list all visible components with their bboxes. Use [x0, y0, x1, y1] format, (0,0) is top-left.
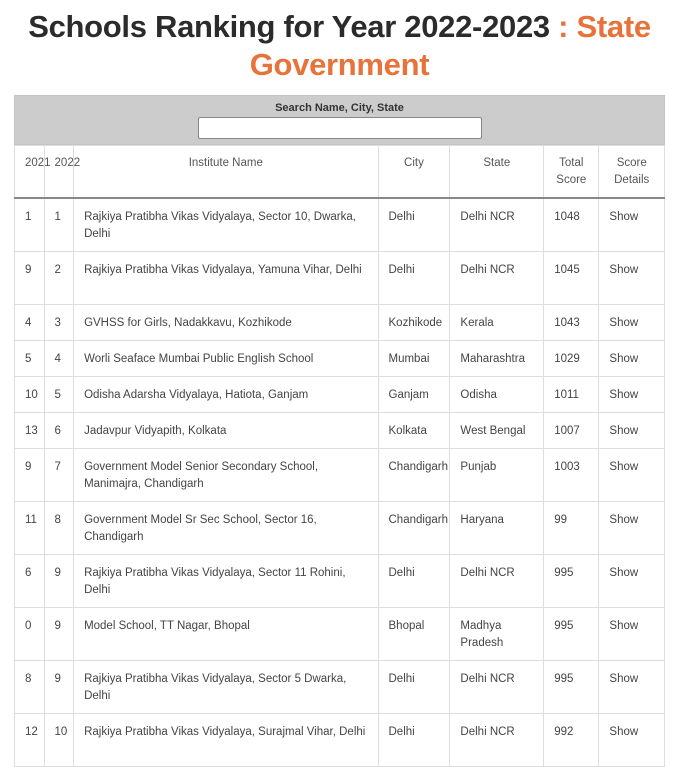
- table-row: [15, 448, 665, 501]
- total-score: 1048: [544, 198, 599, 252]
- table-header-row: [15, 146, 665, 198]
- header-2021[interactable]: 2021: [15, 146, 45, 198]
- city: Delhi: [378, 251, 450, 304]
- rank-2022: 7: [44, 448, 74, 501]
- show-details-link[interactable]: Show: [599, 448, 665, 501]
- show-details-link[interactable]: Show: [599, 713, 665, 766]
- rank-2022: 10: [44, 713, 74, 766]
- header-score-details[interactable]: Score Details: [599, 146, 665, 198]
- institute-name: GVHSS for Girls, Nadakkavu, Kozhikode: [74, 304, 378, 340]
- city: Ganjam: [378, 376, 450, 412]
- rank-2021: 12: [15, 713, 45, 766]
- show-details-link[interactable]: Show: [599, 554, 665, 607]
- table-row: [15, 607, 665, 660]
- institute-name: Odisha Adarsha Vidyalaya, Hatiota, Ganjam: [74, 376, 378, 412]
- city: Bhopal: [378, 607, 450, 660]
- table-body: [15, 198, 665, 767]
- header-city[interactable]: City: [378, 146, 450, 198]
- total-score: 1011: [544, 376, 599, 412]
- institute-name: Rajkiya Pratibha Vikas Vidyalaya, Sector 5 Dwarka, Delhi: [74, 660, 378, 713]
- institute-name: Jadavpur Vidyapith, Kolkata: [74, 412, 378, 448]
- total-score: 99: [544, 501, 599, 554]
- rank-2022: 8: [44, 501, 74, 554]
- rank-2022: 2: [44, 251, 74, 304]
- city: Kozhikode: [378, 304, 450, 340]
- total-score: 1007: [544, 412, 599, 448]
- institute-name: Rajkiya Pratibha Vikas Vidyalaya, Surajmal Vihar, Delhi: [74, 713, 378, 766]
- show-details-link[interactable]: Show: [599, 376, 665, 412]
- table-row: [15, 501, 665, 554]
- institute-name: Worli Seaface Mumbai Public English School: [74, 340, 378, 376]
- rank-2022: 5: [44, 376, 74, 412]
- total-score: 1045: [544, 251, 599, 304]
- search-bar: [14, 95, 665, 145]
- rank-2022: 1: [44, 198, 74, 252]
- search-input[interactable]: [198, 117, 482, 139]
- rank-2022: 9: [44, 607, 74, 660]
- state: Haryana: [450, 501, 544, 554]
- header-total-score[interactable]: Total Score: [544, 146, 599, 198]
- ranking-container: [14, 95, 665, 767]
- city: Chandigarh: [378, 501, 450, 554]
- search-label: Search Name, City, State: [275, 102, 404, 114]
- rank-2022: 3: [44, 304, 74, 340]
- show-details-link[interactable]: Show: [599, 501, 665, 554]
- show-details-link[interactable]: Show: [599, 198, 665, 252]
- institute-name: Rajkiya Pratibha Vikas Vidyalaya, Yamuna Vihar, Delhi: [74, 251, 378, 304]
- institute-name: Model School, TT Nagar, Bhopal: [74, 607, 378, 660]
- rank-2021: 8: [15, 660, 45, 713]
- city: Chandigarh: [378, 448, 450, 501]
- state: Madhya Pradesh: [450, 607, 544, 660]
- city: Delhi: [378, 554, 450, 607]
- ranking-table: [14, 145, 665, 767]
- header-2022[interactable]: 2022: [44, 146, 74, 198]
- total-score: 995: [544, 554, 599, 607]
- rank-2021: 10: [15, 376, 45, 412]
- rank-2022: 6: [44, 412, 74, 448]
- total-score: 995: [544, 660, 599, 713]
- show-details-link[interactable]: Show: [599, 251, 665, 304]
- rank-2022: 9: [44, 554, 74, 607]
- city: Mumbai: [378, 340, 450, 376]
- table-row: [15, 713, 665, 766]
- state: Maharashtra: [450, 340, 544, 376]
- city: Delhi: [378, 713, 450, 766]
- show-details-link[interactable]: Show: [599, 660, 665, 713]
- table-row: [15, 340, 665, 376]
- table-row: [15, 554, 665, 607]
- table-row: [15, 304, 665, 340]
- institute-name: Rajkiya Pratibha Vikas Vidyalaya, Sector 11 Rohini, Delhi: [74, 554, 378, 607]
- show-details-link[interactable]: Show: [599, 340, 665, 376]
- table-row: [15, 251, 665, 304]
- institute-name: Rajkiya Pratibha Vikas Vidyalaya, Sector 10, Dwarka, Delhi: [74, 198, 378, 252]
- rank-2021: 6: [15, 554, 45, 607]
- rank-2021: 9: [15, 251, 45, 304]
- institute-name: Government Model Sr Sec School, Sector 16, Chandigarh: [74, 501, 378, 554]
- table-row: [15, 412, 665, 448]
- state: Odisha: [450, 376, 544, 412]
- city: Delhi: [378, 660, 450, 713]
- rank-2022: 9: [44, 660, 74, 713]
- table-row: [15, 660, 665, 713]
- total-score: 992: [544, 713, 599, 766]
- show-details-link[interactable]: Show: [599, 412, 665, 448]
- rank-2021: 9: [15, 448, 45, 501]
- table-row: [15, 198, 665, 252]
- show-details-link[interactable]: Show: [599, 304, 665, 340]
- page-title: [0, 8, 679, 84]
- state: Delhi NCR: [450, 713, 544, 766]
- total-score: 1029: [544, 340, 599, 376]
- total-score: 995: [544, 607, 599, 660]
- page-title-main: Schools Ranking for Year 2022-2023: [28, 9, 550, 44]
- total-score: 1043: [544, 304, 599, 340]
- table-row: [15, 376, 665, 412]
- rank-2021: 4: [15, 304, 45, 340]
- rank-2022: 4: [44, 340, 74, 376]
- state: Delhi NCR: [450, 660, 544, 713]
- total-score: 1003: [544, 448, 599, 501]
- rank-2021: 13: [15, 412, 45, 448]
- state: West Bengal: [450, 412, 544, 448]
- city: Delhi: [378, 198, 450, 252]
- state: Delhi NCR: [450, 554, 544, 607]
- institute-name: Government Model Senior Secondary School, Manimajra, Chandigarh: [74, 448, 378, 501]
- rank-2021: 5: [15, 340, 45, 376]
- state: Kerala: [450, 304, 544, 340]
- rank-2021: 11: [15, 501, 45, 554]
- city: Kolkata: [378, 412, 450, 448]
- show-details-link[interactable]: Show: [599, 607, 665, 660]
- page-title-accent: : State Government: [249, 9, 651, 82]
- state: Delhi NCR: [450, 251, 544, 304]
- header-institute-name[interactable]: Institute Name: [74, 146, 378, 198]
- state: Punjab: [450, 448, 544, 501]
- rank-2021: 1: [15, 198, 45, 252]
- state: Delhi NCR: [450, 198, 544, 252]
- header-state[interactable]: State: [450, 146, 544, 198]
- rank-2021: 0: [15, 607, 45, 660]
